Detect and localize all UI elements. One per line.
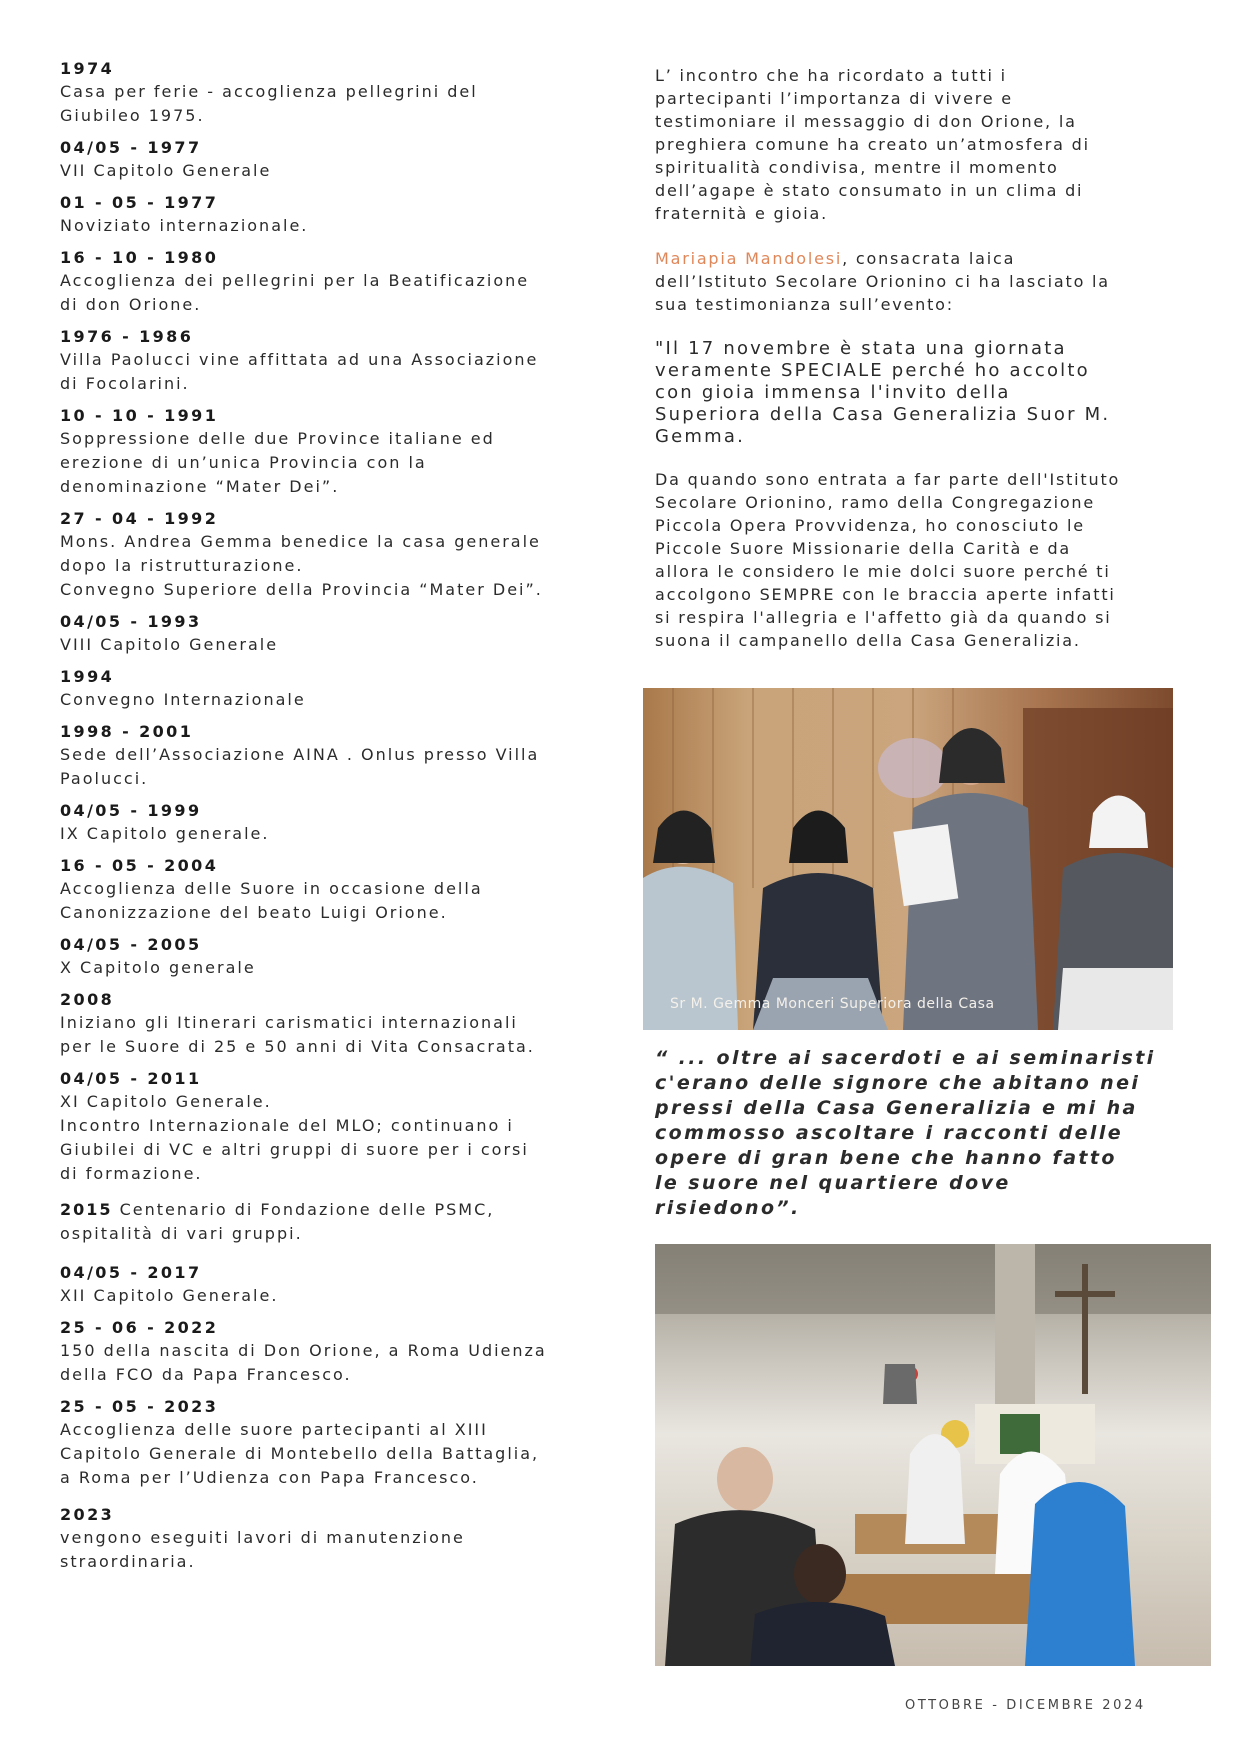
entry-text: Casa per ferie - accoglienza pellegrini del Giubileo 1975. [60, 82, 478, 125]
timeline-entry [60, 1504, 600, 1574]
entry-date: 04/05 - 2017 [60, 1263, 202, 1282]
entry-text: 150 della nascita di Don Orione, a Roma Udienza della FCO da Papa Francesco. [60, 1341, 547, 1384]
entry-text: Mons. Andrea Gemma benedice la casa generale dopo la ristrutturazione. Convegno Superiore della Provincia “Mater Dei”. [60, 532, 543, 599]
entry-text: IX Capitolo generale. [60, 824, 270, 843]
entry-text: X Capitolo generale [60, 958, 256, 977]
testimony-paragraph: Da quando sono entrata a far parte dell'Istituto Secolare Orionino, ramo della Congregazione Piccola Opera Provvidenza, ho conosciuto le Piccole Suore Missionarie della Carità e da allora le considero le mie dolci suore perché ti accolgono SEMPRE con le braccia aperte infatti si respira l'allegria e l'affetto già da quando si suona il campanello della Casa Generalizia. [655, 470, 1121, 650]
entry-text: Sede dell’Associazione AINA . Onlus presso Villa Paolucci. [60, 745, 540, 788]
entry-date: 2008 [60, 990, 115, 1009]
footer-date: OTTOBRE - DICEMBRE 2024 [905, 1698, 1146, 1713]
entry-date: 04/05 - 2011 [60, 1069, 202, 1088]
entry-text: Noviziato internazionale. [60, 216, 309, 235]
entry-date: 25 - 05 - 2023 [60, 1397, 219, 1416]
entry-text: VII Capitolo Generale [60, 161, 272, 180]
timeline-entry [60, 800, 600, 846]
entry-date: 1998 - 2001 [60, 722, 194, 741]
entry-date: 04/05 - 1993 [60, 612, 202, 631]
photo-church-gathering [655, 1244, 1211, 1666]
entry-date: 04/05 - 1999 [60, 801, 202, 820]
entry-date: 1994 [60, 667, 115, 686]
entry-text: vengono eseguiti lavori di manutenzione straordinaria. [60, 1528, 465, 1571]
article-column [655, 64, 1185, 674]
timeline-entry [60, 192, 600, 238]
timeline-entry [60, 721, 600, 791]
article-paragraph: L’ incontro che ha ricordato a tutti i partecipanti l’importanza di vivere e testimoniare il messaggio di don Orione, la preghiera comune ha creato un’atmosfera di spiritualità condivisa, mentre il momento dell’agape è stato consumato in un clima di fraternità e gioia. [655, 66, 1090, 223]
timeline-entry [60, 855, 600, 925]
entry-date: 04/05 - 2005 [60, 935, 202, 954]
entry-date: 1974 [60, 59, 115, 78]
entry-date: 27 - 04 - 1992 [60, 509, 219, 528]
entry-date: 16 - 05 - 2004 [60, 856, 219, 875]
entry-text: Iniziano gli Itinerari carismatici internazionali per le Suore di 25 e 50 anni di Vita Consacrata. [60, 1013, 535, 1056]
photo-caption: Sr M. Gemma Monceri Superiora della Casa [670, 996, 995, 1012]
author-paragraph [655, 247, 1185, 316]
entry-text: VIII Capitolo Generale [60, 635, 279, 654]
timeline-entry [60, 405, 600, 499]
timeline-entry-2015 [60, 1198, 600, 1246]
entry-date: 1976 - 1986 [60, 327, 194, 346]
testimony-quote: "Il 17 novembre è stata una giornata veramente SPECIALE perché ho accolto con gioia immensa l'invito della Superiora della Casa Generalizia Suor M. Gemma. [655, 338, 1111, 447]
entry-text: Accoglienza dei pellegrini per la Beatificazione di don Orione. [60, 271, 530, 314]
entry-date: 04/05 - 1977 [60, 138, 202, 157]
timeline-entry [60, 508, 600, 602]
timeline-entry [60, 1262, 600, 1308]
entry-text: Convegno Internazionale [60, 690, 306, 709]
author-name: Mariapia Mandolesi [655, 249, 843, 268]
timeline-entry [60, 666, 600, 712]
entry-text: XI Capitolo Generale. Incontro Internazionale del MLO; continuano i Giubilei di VC e altri gruppi di suore per i corsi di formazione. [60, 1092, 529, 1183]
entry-date: 2015 [60, 1200, 113, 1219]
timeline-column [60, 58, 600, 1583]
entry-text: Soppressione delle due Province italiane ed erezione di un’unica Provincia con la denominazione “Mater Dei”. [60, 429, 495, 496]
timeline-entry [60, 934, 600, 980]
entry-text: Accoglienza delle suore partecipanti al XIII Capitolo Generale di Montebello della Battaglia, a Roma per l’Udienza con Papa Francesco. [60, 1420, 540, 1487]
photo-sisters-meeting [643, 688, 1173, 1030]
entry-date: 10 - 10 - 1991 [60, 406, 219, 425]
entry-text: Accoglienza delle Suore in occasione della Canonizzazione del beato Luigi Orione. [60, 879, 483, 922]
photo-church-illustration [655, 1244, 1211, 1666]
entry-date: 16 - 10 - 1980 [60, 248, 219, 267]
entry-text [60, 1198, 600, 1222]
entry-text-inline: Centenario di Fondazione delle PSMC, [112, 1200, 495, 1219]
timeline-entry [60, 58, 600, 128]
entry-date: 2023 [60, 1505, 115, 1524]
photo-sisters-illustration [643, 688, 1173, 1030]
entry-date: 25 - 06 - 2022 [60, 1318, 219, 1337]
timeline-entry [60, 1068, 600, 1186]
author-description: , consacrata laica dell’Istituto Secolare Orionino ci ha lasciato la sua testimonianza sull’evento: [655, 249, 1110, 314]
timeline-entry [60, 247, 600, 317]
timeline-entry [60, 611, 600, 657]
timeline-entry [60, 326, 600, 396]
timeline-entry [60, 1396, 600, 1490]
timeline-entry [60, 137, 600, 183]
entry-text: Villa Paolucci vine affittata ad una Associazione di Focolarini. [60, 350, 539, 393]
entry-text: XII Capitolo Generale. [60, 1286, 279, 1305]
pull-quote: “ ... oltre ai sacerdoti e ai seminaristi c'erano delle signore che abitano nei pressi della Casa Generalizia e mi ha commosso ascoltare i racconti delle opere di gran bene che hanno fatto le suore nel quartiere dove risiedono”. [655, 1047, 1156, 1219]
entry-text: ospitalità di vari gruppi. [60, 1224, 303, 1243]
entry-date: 01 - 05 - 1977 [60, 193, 219, 212]
timeline-entry [60, 1317, 600, 1387]
timeline-entry [60, 989, 600, 1059]
